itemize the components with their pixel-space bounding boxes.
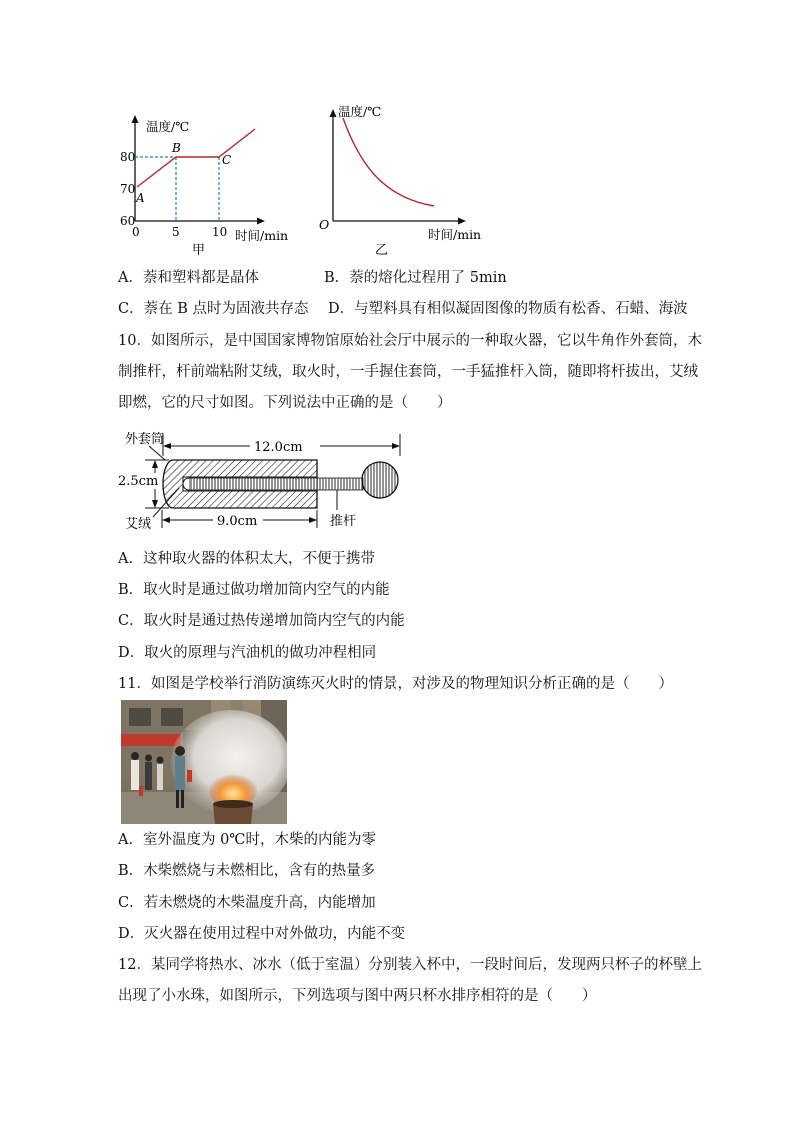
figure-jia-ytick-70: 70 xyxy=(120,182,136,196)
q10-label-length-inner: 9.0cm xyxy=(217,514,258,529)
figure-jia-ytick-80: 80 xyxy=(120,150,136,164)
q10-option-c: C．取火时是通过热传递增加筒内空气的内能 xyxy=(118,613,405,629)
q12-stem-line1: 12．某同学将热水、冰水（低于室温）分别装入杯中，一段时间后，发现两只杯子的杯壁上 xyxy=(118,957,702,973)
figure-jia-xtick-5: 5 xyxy=(172,225,180,239)
q10-stem-line2: 制推杆，杆前端粘附艾绒，取火时，一手握住套筒，一手猛推杆入筒，随即将杆拔出，艾绒 xyxy=(118,364,698,380)
figure-jia-xtick-10: 10 xyxy=(212,225,228,239)
q10-fire-starter-figure xyxy=(115,424,410,536)
q11-stem: 11．如图是学校举行消防演练灭火时的情景，对涉及的物理知识分析正确的是（ ） xyxy=(118,676,673,692)
figure-yi-curve xyxy=(343,118,434,206)
figure-jia-graph xyxy=(115,100,300,260)
q10-stem-line3: 即燃，它的尺寸如图。下列说法中正确的是（ ） xyxy=(118,395,452,411)
q9-option-b: B．萘的熔化过程用了 5min xyxy=(324,270,507,286)
q10-option-a: A．这种取火器的体积太大，不便于携带 xyxy=(118,551,375,567)
figure-jia-point-c: C xyxy=(222,153,232,167)
q10-option-b: B．取火时是通过做功增加筒内空气的内能 xyxy=(118,582,390,598)
q11-fire-drill-photo xyxy=(121,700,287,824)
figure-jia-xlabel: 时间/min xyxy=(235,228,289,243)
q10-label-length-total: 12.0cm xyxy=(254,440,303,455)
q10-label-rod: 推杆 xyxy=(330,514,357,529)
figure-yi-graph xyxy=(316,98,486,260)
figure-jia-point-a: A xyxy=(136,191,145,205)
q11-option-b: B．木柴燃烧与未燃相比，含有的热量多 xyxy=(118,863,376,879)
figure-jia-curve xyxy=(137,129,255,187)
figure-yi-ylabel: 温度/℃ xyxy=(338,104,382,119)
q10-option-d: D．取火的原理与汽油机的做功冲程相同 xyxy=(118,645,377,661)
figure-jia-ytick-60: 60 xyxy=(120,214,136,228)
q9-option-a: A．萘和塑料都是晶体 xyxy=(118,270,259,286)
figure-jia-xtick-0: 0 xyxy=(132,225,140,239)
q11-option-a: A．室外温度为 0℃时，木柴的内能为零 xyxy=(118,832,377,848)
q11-option-c: C．若未燃烧的木柴温度升高，内能增加 xyxy=(118,895,376,911)
figure-jia-ylabel: 温度/℃ xyxy=(146,119,190,134)
q12-stem-line2: 出现了小水珠，如图所示，下列选项与图中两只杯水排序相符的是（ ） xyxy=(118,988,597,1004)
q9-option-c: C．萘在 B 点时为固液共存态 xyxy=(118,301,309,317)
figure-yi-xlabel: 时间/min xyxy=(428,227,482,242)
q11-option-d: D．灭火器在使用过程中对外做功，内能不变 xyxy=(118,926,406,942)
q10-label-sleeve: 外套筒 xyxy=(125,432,165,447)
figure-jia-caption: 甲 xyxy=(192,243,206,258)
q10-label-tinder: 艾绒 xyxy=(125,517,152,532)
q10-label-diameter: 2.5cm xyxy=(118,474,159,489)
figure-yi-caption: 乙 xyxy=(375,243,389,258)
figure-jia-point-b: B xyxy=(172,141,181,155)
q10-stem-line1: 10．如图所示，是中国国家博物馆原始社会厅中展示的一种取火器，它以牛角作外套筒，木 xyxy=(118,333,702,349)
q9-option-d: D．与塑料具有相似凝固图像的物质有松香、石蜡、海波 xyxy=(328,301,688,317)
figure-yi-origin: O xyxy=(319,217,330,232)
